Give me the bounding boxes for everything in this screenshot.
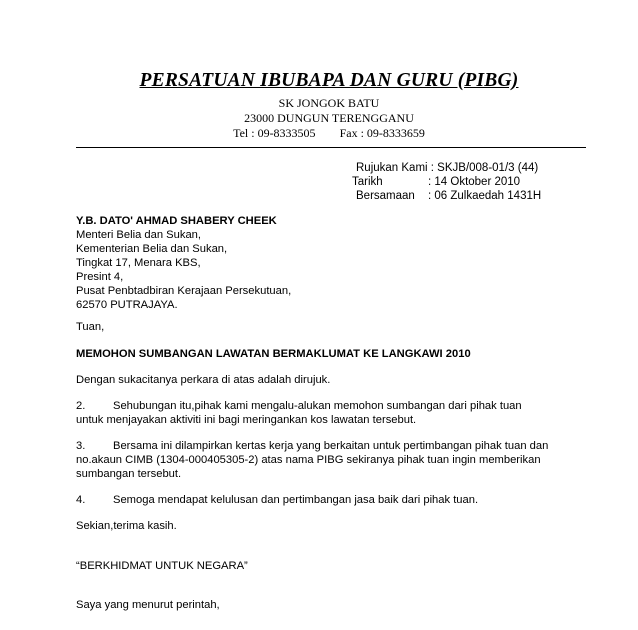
recipient-name: Y.B. DATO' AHMAD SHABERY CHEEK <box>76 215 277 227</box>
rujukan-value: : SKJB/008-01/3 (44) <box>430 162 539 174</box>
motto: “BERKHIDMAT UNTUK NEGARA” <box>76 560 248 572</box>
school-address: 23000 DUNGUN TERENGGANU <box>244 111 414 125</box>
paragraph-first-line: Semoga mendapat kelulusan dan pertimbangan jasa baik dari pihak tuan. <box>113 494 479 506</box>
closing-line: Sekian,terima kasih. <box>76 520 177 532</box>
paragraph-line: no.akaun CIMB (1304-000405305-2) atas nama PIBG sekiranya pihak tuan ingin memberikan <box>76 454 541 466</box>
recipient-line: Tingkat 17, Menara KBS, <box>76 257 201 269</box>
reference-rujukan <box>356 162 538 174</box>
organization-title: PERSATUAN IBUBAPA DAN GURU (PIBG) <box>139 70 519 91</box>
recipient-line: Pusat Penbtadbiran Kerajaan Persekutuan, <box>76 285 292 297</box>
paragraph-number: 4. <box>76 494 86 506</box>
subject-line: MEMOHON SUMBANGAN LAWATAN BERMAKLUMAT KE LANGKAWI 2010 <box>76 348 471 360</box>
fax-number: Fax : 09-8333659 <box>339 126 425 140</box>
paragraph-number: 3. <box>76 440 86 452</box>
bersamaan-value: : 06 Zulkaedah 1431H <box>428 190 542 202</box>
opening-line: Dengan sukacitanya perkara di atas adalah dirujuk. <box>76 374 331 386</box>
recipient-line: 62570 PUTRAJAYA. <box>76 299 178 311</box>
header-divider <box>76 147 586 148</box>
recipient-line: Presint 4, <box>76 271 124 283</box>
reference-tarikh <box>352 176 520 188</box>
telephone-number: Tel : 09-8333505 <box>233 126 316 140</box>
sign-off: Saya yang menurut perintah, <box>76 599 220 611</box>
bersamaan-label: Bersamaan <box>356 190 415 202</box>
recipient-line: Menteri Belia dan Sukan, <box>76 229 202 241</box>
tarikh-label: Tarikh <box>352 176 383 188</box>
paragraph-line: untuk menjayakan aktiviti ini bagi meringankan kos lawatan tersebut. <box>76 414 417 426</box>
reference-bersamaan <box>356 190 541 202</box>
paragraph-first-line: Sehubungan itu,pihak kami mengalu-alukan memohon sumbangan dari pihak tuan <box>113 400 522 412</box>
tarikh-value: : 14 Oktober 2010 <box>428 176 521 188</box>
school-name: SK JONGOK BATU <box>278 96 380 110</box>
paragraph-number: 2. <box>76 400 86 412</box>
paragraph-line: sumbangan tersebut. <box>76 468 182 480</box>
rujukan-label: Rujukan Kami <box>356 162 428 174</box>
paragraph-first-line: Bersama ini dilampirkan kertas kerja yang berkaitan untuk pertimbangan pihak tuan dan <box>113 440 549 452</box>
salutation: Tuan, <box>76 321 105 333</box>
contact-line <box>0 126 638 141</box>
recipient-line: Kementerian Belia dan Sukan, <box>76 243 228 255</box>
